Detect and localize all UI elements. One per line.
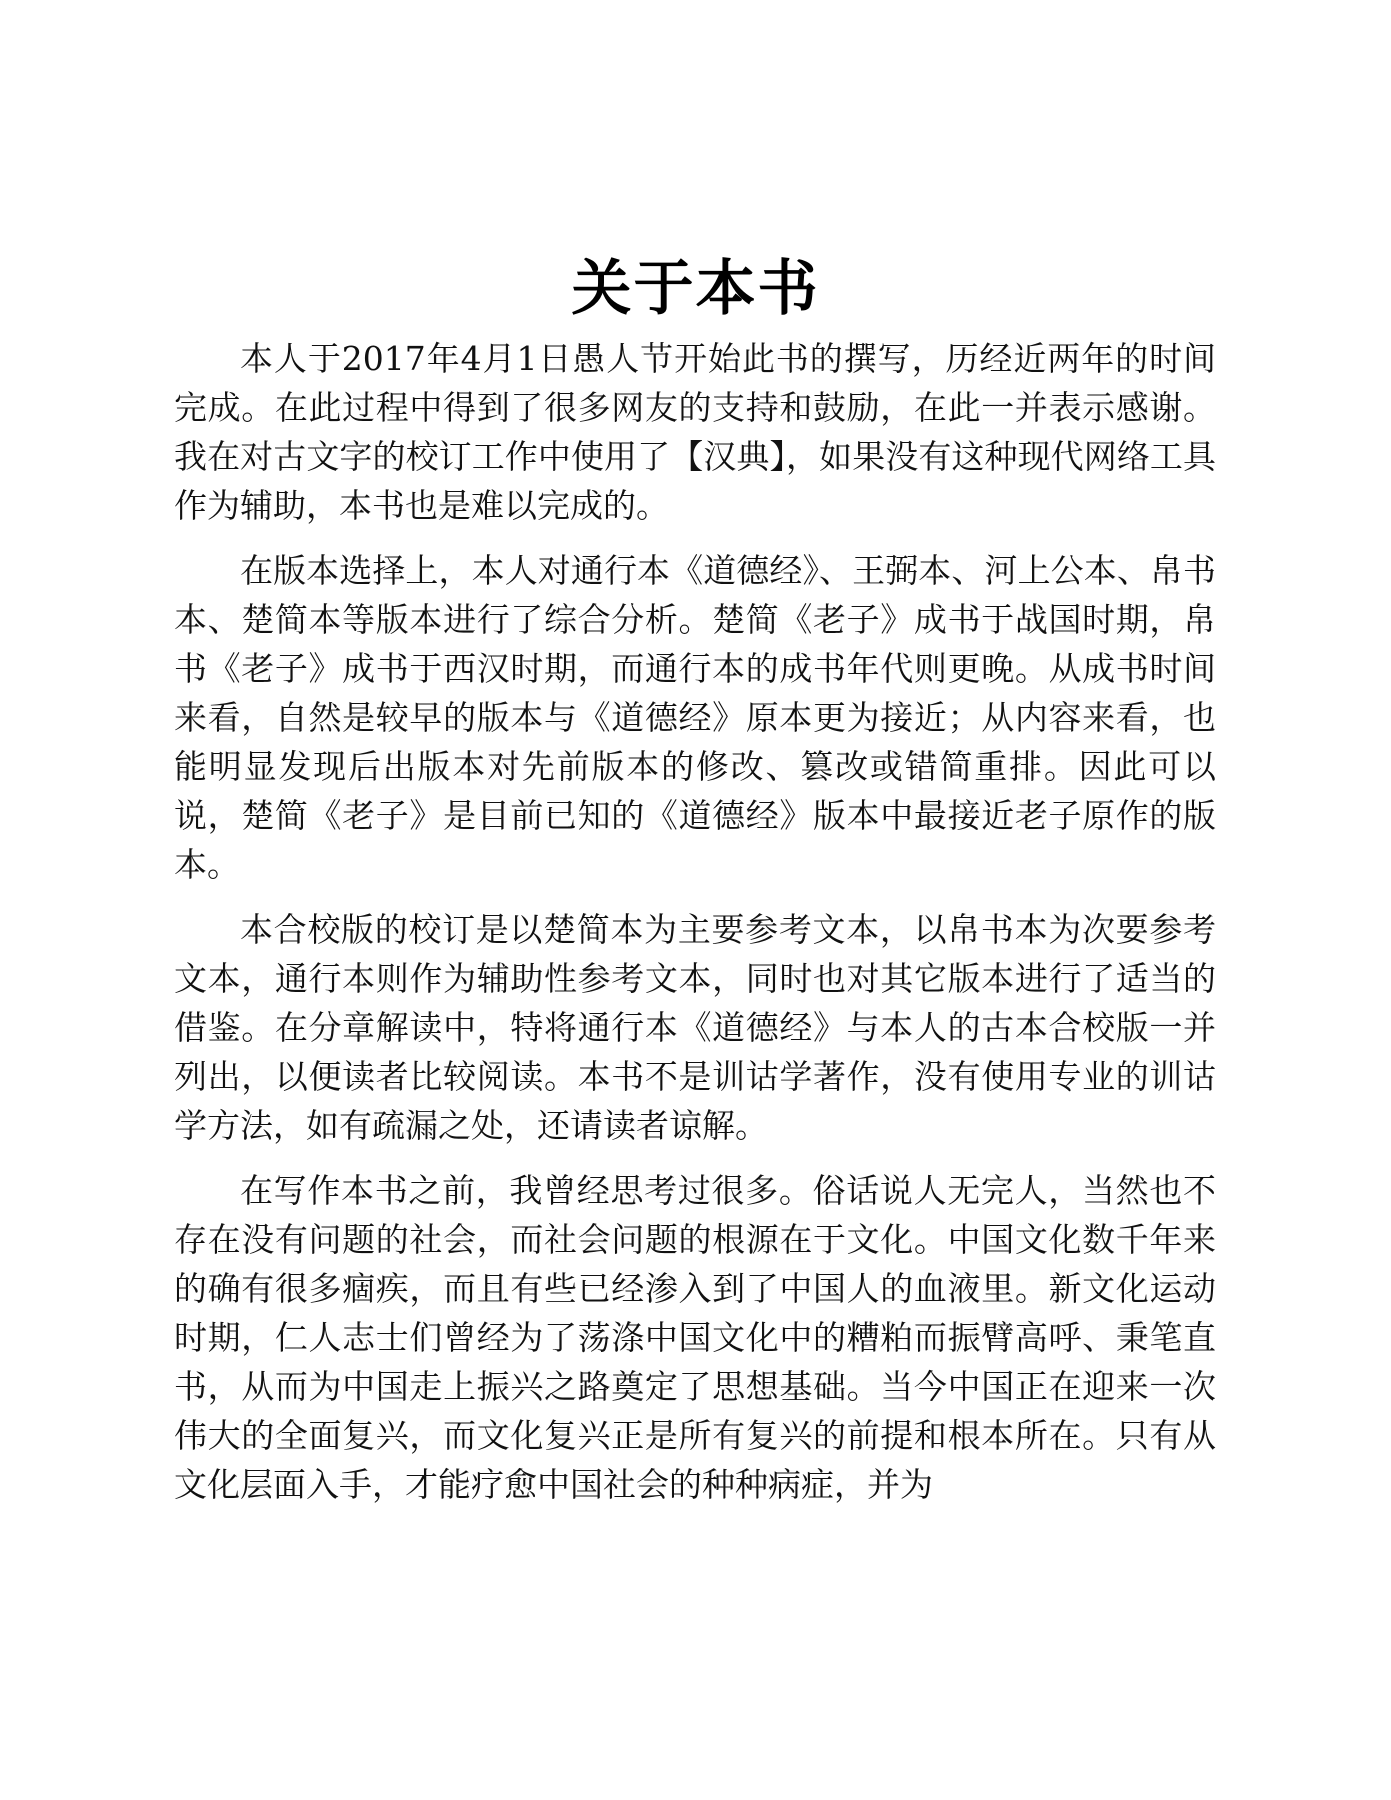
page-title: 关于本书 <box>571 254 820 324</box>
body-text <box>174 334 1216 1525</box>
paragraph-2: 在版本选择上，本人对通行本《道德经》、王弼本、河上公本、帛书本、楚简本等版本进行了综合分析。楚简《老子》成书于战国时期，帛书《老子》成书于西汉时期，而通行本的成书年代则更晚。从成书时间来看，自然是较早的版本与《道德经》原本更为接近；从内容来看，也能明显发现后出版本对先前版本的修改、篡改或错简重排。因此可以说，楚简《老子》是目前已知的《道德经》版本中最接近老子原作的版本。 <box>174 551 1216 884</box>
paragraph-3: 本合校版的校订是以楚简本为主要参考文本，以帛书本为次要参考文本，通行本则作为辅助性参考文本，同时也对其它版本进行了适当的借鉴。在分章解读中，特将通行本《道德经》与本人的古本合校版一并列出，以便读者比较阅读。本书不是训诂学著作，没有使用专业的训诂学方法，如有疏漏之处，还请读者谅解。 <box>174 910 1216 1145</box>
paragraph-4: 在写作本书之前，我曾经思考过很多。俗话说人无完人，当然也不存在没有问题的社会，而社会问题的根源在于文化。中国文化数千年来的确有很多痼疾，而且有些已经渗入到了中国人的血液里。新文化运动时期，仁人志士们曾经为了荡涤中国文化中的糟粕而振臂高呼、秉笔直书，从而为中国走上振兴之路奠定了思想基础。当今中国正在迎来一次伟大的全面复兴，而文化复兴正是所有复兴的前提和根本所在。只有从文化层面入手，才能疗愈中国社会的种种病症，并为 <box>174 1171 1216 1504</box>
paragraph-1: 本人于2017年4月1日愚人节开始此书的撰写，历经近两年的时间完成。在此过程中得到了很多网友的支持和鼓励，在此一并表示感谢。我在对古文字的校订工作中使用了【汉典】，如果没有这种现代网络工具作为辅助，本书也是难以完成的。 <box>174 339 1216 525</box>
